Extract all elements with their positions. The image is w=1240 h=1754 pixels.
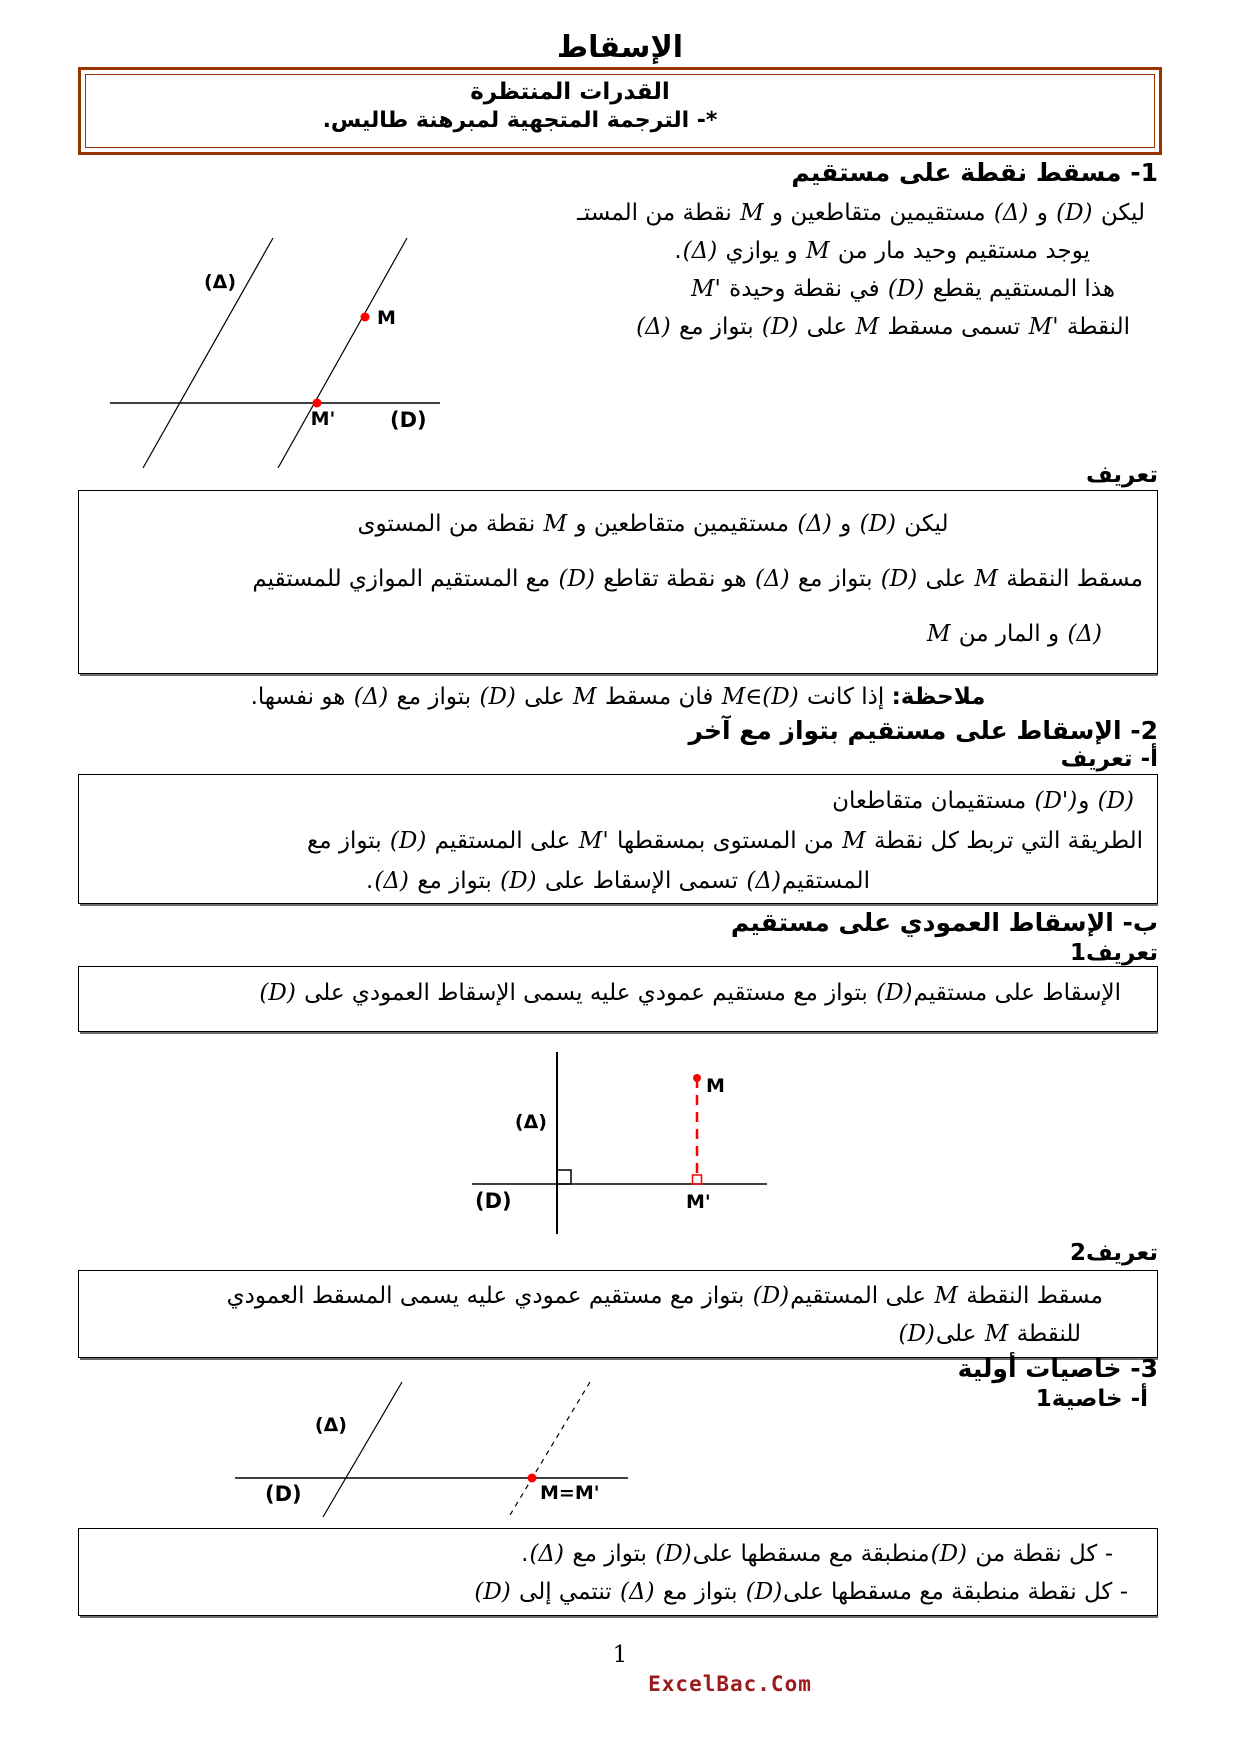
label-delta: (Δ) [203,271,237,293]
capabilities-item: *- الترجمة المتجهية لمبرهنة طاليس. [322,108,718,133]
definition-line: الطريقة التي تربط كل نقطة M من المستوى بمسقطها M' على المستقيم (D) بتواز مع [307,828,1143,854]
label-delta: (Δ) [514,1111,547,1133]
intro-line: النقطة M' تسمى مسقط M على (D) بتواز مع (Δ) [636,314,1130,340]
section3-heading: 3- خاصيات أولية [957,1354,1158,1383]
definition1-label: تعريف1 [1070,940,1158,966]
section2-sub-a-label: أ- تعريف [1060,746,1158,772]
foot-marker [693,1175,702,1184]
intro-line: يوجد مستقيم وحيد مار من M و يوازي (Δ). [674,238,1090,264]
definition-box-4 [78,1270,1158,1358]
page-title: الإسقاط [556,30,684,65]
definition-line: ليكن (D) و (Δ) مستقيمين متقاطعين و M نقطة من المستوى [357,511,949,537]
right-angle-marker [557,1170,571,1184]
point-M-equals-M-prime [528,1474,537,1483]
diagram-oblique-projection [85,220,445,468]
section3-sub-a-label: أ- خاصية1 [1035,1386,1148,1412]
expected-capabilities-box [78,67,1162,155]
section2-heading: 2- الإسقاط على مستقيم بتواز مع آخر [688,716,1158,745]
definition-line: للنقطة M على(D) [898,1321,1081,1347]
remark-label: ملاحظة: [891,684,986,710]
diagram-orthogonal-projection [420,1048,780,1234]
definition2-label: تعريف2 [1070,1240,1158,1266]
point-M [693,1074,701,1082]
section2-heading-b: ب- الإسقاط العمودي على مستقيم [730,908,1158,937]
intro-line: ليكن (D) و (Δ) مستقيمين متقاطعين و M نقطة من المستـ [577,200,1145,226]
line-delta [323,1382,402,1517]
definition-line: (Δ) و المار من M [926,621,1102,647]
label-M-prime: M' [310,408,336,430]
property-line: - كل نقطة منطبقة مع مسقطها على(D) بتواز مع (Δ) تنتمي إلى (D) [474,1579,1128,1605]
remark-text: إذا كانت M∈(D) فان مسقط M على (D) بتواز مع (Δ) هو نفسها. [250,684,892,710]
definition-line: (D) و(D') مستقيمان متقاطعان [832,788,1134,814]
capabilities-heading: القدرات المنتظرة [470,79,670,105]
label-M-prime: M' [686,1191,711,1213]
definition-box-3 [78,966,1158,1032]
definition-line: مسقط النقطة M على (D) بتواز مع (Δ) هو نقطة تقاطع (D) مع المستقيم الموازي للمستقيم [252,566,1143,592]
point-M-prime [313,399,322,408]
definition-box-1 [78,490,1158,674]
label-D: (D) [265,1482,302,1506]
label-D: (D) [390,408,427,432]
page-number: 1 [612,1642,628,1668]
definition-line: مسقط النقطة M على المستقيم(D) بتواز مع مستقيم عمودي عليه يسمى المسقط العمودي [226,1283,1103,1309]
definition-line: المستقيم(Δ) تسمى الإسقاط على (D) بتواز مع (Δ). [366,868,870,894]
diagram-fixed-point [195,1375,635,1523]
property-line: - كل نقطة من (D)منطبقة مع مسقطها على(D) بتواز مع (Δ). [521,1541,1113,1567]
label-M-equals-M-prime: M=M' [540,1482,600,1504]
point-M [361,313,370,322]
label-M: M [377,307,396,329]
label-M: M [706,1075,725,1097]
label-delta: (Δ) [314,1414,347,1436]
section1-heading: 1- مسقط نقطة على مستقيم [791,158,1158,187]
definition-label: تعريف [1086,462,1158,488]
line-parallel-delta [278,238,407,468]
section1-intro [395,194,1160,346]
brand-watermark: ExcelBac.Com [648,1672,812,1696]
definition-line: الإسقاط على مستقيم(D) بتواز مع مستقيم عمودي عليه يسمى الإسقاط العمودي على (D) [259,980,1121,1006]
definition-box-2 [78,774,1158,904]
label-D: (D) [475,1189,512,1213]
remark-line [78,684,1158,710]
property-box [78,1528,1158,1616]
intro-line: هذا المستقيم يقطع (D) في نقطة وحيدة M' [690,276,1115,302]
